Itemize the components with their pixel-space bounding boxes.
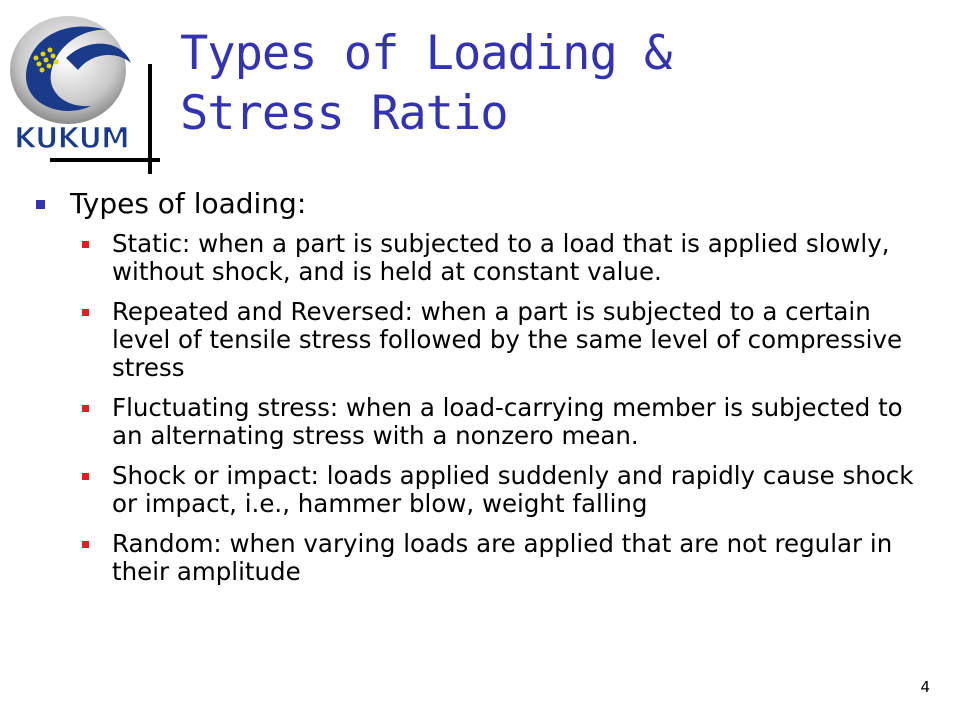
square-bullet-icon <box>82 541 89 548</box>
logo-text: KUKUM <box>14 121 129 155</box>
page-number: 4 <box>920 678 930 696</box>
main-bullet-text: Types of loading: <box>70 187 307 220</box>
sub-bullet-item <box>36 530 926 586</box>
frame-horizontal-line <box>50 158 160 162</box>
sub-bullet-text: Static: when a part is subjected to a load that is applied slowly, without shock, and is held at constant value. <box>112 229 890 286</box>
sub-bullet-text: Shock or impact: loads applied suddenly and rapidly cause shock or impact, i.e., hammer blow, weight falling <box>112 461 914 518</box>
sub-bullet-text: Random: when varying loads are applied that are not regular in their amplitude <box>112 529 893 586</box>
sub-bullet-item <box>36 298 926 382</box>
sub-bullet-item <box>36 462 926 518</box>
sub-bullet-list <box>36 230 926 586</box>
square-bullet-icon <box>82 473 89 480</box>
sub-bullet-text: Fluctuating stress: when a load-carrying member is subjected to an alternating stress with a nonzero mean. <box>112 393 903 450</box>
slide-title-line-1: Types of Loading & <box>180 26 672 81</box>
sub-bullet-item <box>36 230 926 286</box>
square-bullet-icon <box>82 309 89 316</box>
slide-title-line-2: Stress Ratio <box>180 86 508 141</box>
kukum-logo <box>6 8 156 158</box>
square-bullet-icon <box>82 405 89 412</box>
square-bullet-icon <box>36 200 45 209</box>
square-bullet-icon <box>82 241 89 248</box>
slide-content <box>36 184 926 598</box>
slide-title <box>180 24 920 144</box>
sub-bullet-text: Repeated and Reversed: when a part is subjected to a certain level of tensile stress followed by the same level of compressive stress <box>112 297 903 382</box>
main-bullet <box>36 184 926 224</box>
sub-bullet-item <box>36 394 926 450</box>
